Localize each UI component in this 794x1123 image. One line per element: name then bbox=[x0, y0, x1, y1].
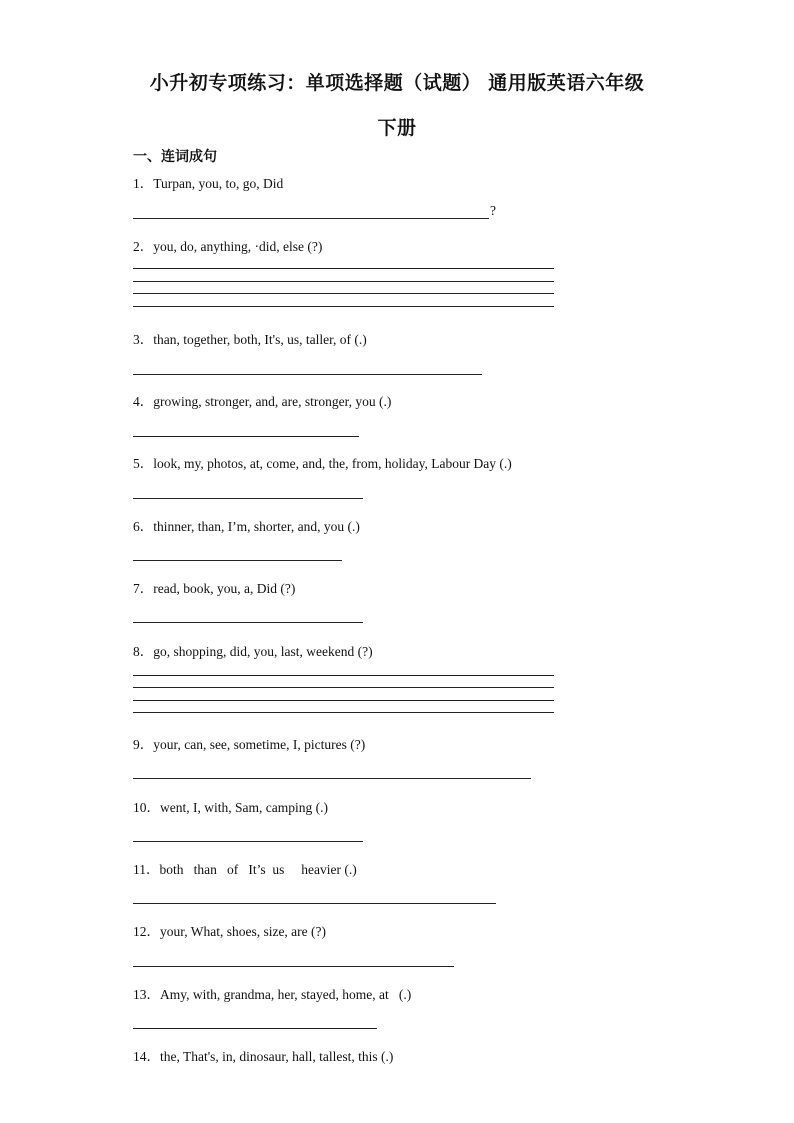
question-text: go, shopping, did, you, last, weekend (?) bbox=[153, 644, 373, 659]
question-10 bbox=[133, 796, 328, 816]
answer-line-9[interactable] bbox=[133, 778, 531, 779]
question-number: 3． bbox=[133, 332, 154, 347]
question-5 bbox=[133, 452, 512, 472]
question-number: 9． bbox=[133, 737, 154, 752]
question-6 bbox=[133, 515, 360, 535]
question-13 bbox=[133, 983, 411, 1003]
question-number: 14． bbox=[133, 1049, 160, 1064]
question-text: both than of It’s us heavier (.) bbox=[159, 862, 357, 877]
question-text: read, book, you, a, Did (?) bbox=[153, 581, 296, 596]
question-number: 13． bbox=[133, 987, 160, 1002]
question-number: 7． bbox=[133, 581, 154, 596]
question-text: thinner, than, I’m, shorter, and, you (.) bbox=[153, 519, 360, 534]
question-7 bbox=[133, 577, 295, 597]
question-number: 12． bbox=[133, 924, 160, 939]
question-text: growing, stronger, and, are, stronger, you (.) bbox=[153, 394, 392, 409]
question-8 bbox=[133, 640, 373, 660]
answer-line-6[interactable] bbox=[133, 560, 342, 561]
question-14 bbox=[133, 1045, 393, 1065]
answer-line-13[interactable] bbox=[133, 1028, 377, 1029]
question-1 bbox=[133, 172, 283, 192]
answer-line-1[interactable] bbox=[133, 218, 489, 219]
question-number: 10． bbox=[133, 800, 160, 815]
question-number: 6． bbox=[133, 519, 154, 534]
answer-question-mark: ? bbox=[490, 203, 496, 218]
question-9 bbox=[133, 733, 365, 753]
answer-line-2d[interactable] bbox=[133, 306, 554, 307]
answer-line-8a[interactable] bbox=[133, 675, 554, 676]
question-text: you, do, anything, ·did, else (?) bbox=[153, 239, 323, 254]
question-number: 2． bbox=[133, 239, 154, 254]
question-text: than, together, both, It's, us, taller, of (.) bbox=[153, 332, 367, 347]
answer-line-4[interactable] bbox=[133, 436, 359, 437]
question-number: 4． bbox=[133, 394, 154, 409]
answer-line-8b[interactable] bbox=[133, 687, 554, 688]
question-number: 1． bbox=[133, 176, 154, 191]
question-text: went, I, with, Sam, camping (.) bbox=[160, 800, 328, 815]
answer-line-8d[interactable] bbox=[133, 712, 554, 713]
question-3 bbox=[133, 328, 367, 348]
question-11 bbox=[133, 858, 357, 878]
question-text: the, That's, in, dinosaur, hall, tallest, this (.) bbox=[160, 1049, 394, 1064]
question-text: your, What, shoes, size, are (?) bbox=[160, 924, 327, 939]
question-text: Amy, with, grandma, her, stayed, home, at (.) bbox=[160, 987, 412, 1002]
question-number: 11． bbox=[133, 862, 160, 877]
answer-line-11[interactable] bbox=[133, 903, 496, 904]
answer-line-2b[interactable] bbox=[133, 281, 554, 282]
question-12 bbox=[133, 920, 326, 940]
answer-line-8c[interactable] bbox=[133, 700, 554, 701]
question-text: look, my, photos, at, come, and, the, from, holiday, Labour Day (.) bbox=[153, 456, 512, 471]
answer-line-2a[interactable] bbox=[133, 268, 554, 269]
answer-line-10[interactable] bbox=[133, 841, 363, 842]
question-number: 8． bbox=[133, 644, 154, 659]
page-title-line-1: 小升初专项练习：单项选择题（试题） 通用版英语六年级 bbox=[149, 72, 645, 94]
question-4 bbox=[133, 390, 391, 410]
page-title-line-2: 下册 bbox=[377, 117, 417, 139]
question-2 bbox=[133, 235, 322, 255]
question-text: your, can, see, sometime, I, pictures (?) bbox=[153, 737, 366, 752]
answer-line-2c[interactable] bbox=[133, 293, 554, 294]
answer-line-12[interactable] bbox=[133, 966, 454, 967]
answer-line-3[interactable] bbox=[133, 374, 482, 375]
question-text: Turpan, you, to, go, Did bbox=[153, 176, 284, 191]
answer-line-7[interactable] bbox=[133, 622, 363, 623]
question-number: 5． bbox=[133, 456, 154, 471]
answer-line-5[interactable] bbox=[133, 498, 363, 499]
section-heading: 一、连词成句 bbox=[133, 149, 217, 165]
